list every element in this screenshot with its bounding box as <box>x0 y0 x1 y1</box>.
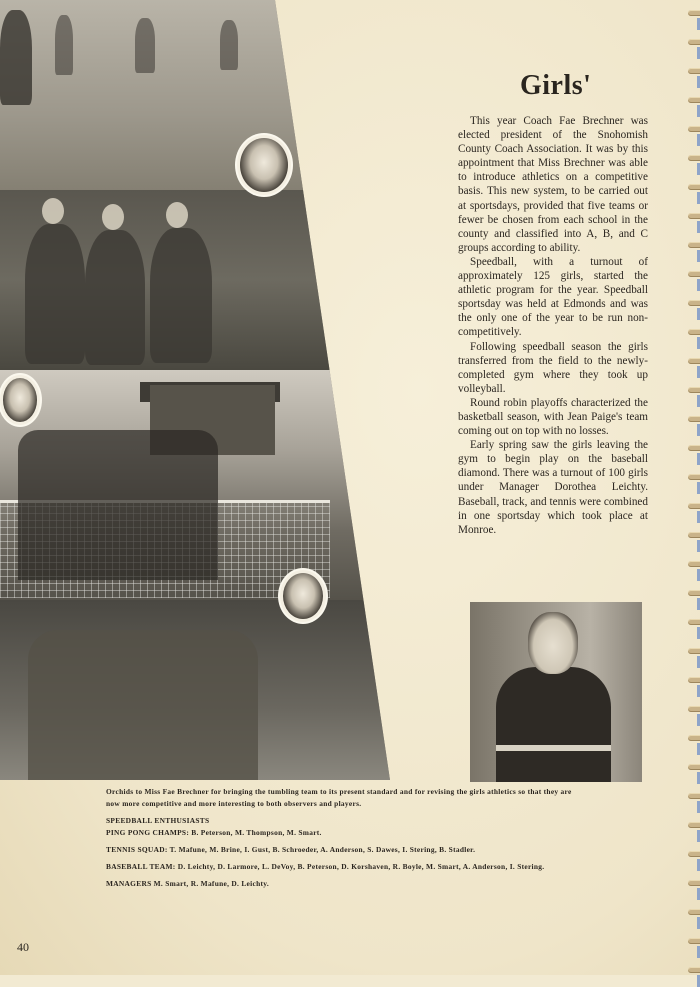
binding-loop <box>688 184 700 190</box>
binding-loop <box>688 851 700 857</box>
binding-loop <box>688 155 700 161</box>
caption-tennis: TENNIS SQUAD: T. Mafune, M. Brine, I. Gust, B. Schroeder, A. Anderson, S. Dawes, I. Stering, B. Stadler. <box>106 845 476 854</box>
article-paragraph: Round robin playoffs characterized the basketball season, with Jean Paige's team coming out on top with no losses. <box>458 396 648 438</box>
inset-portrait-oval <box>237 135 291 195</box>
player-figure <box>25 224 85 364</box>
binding-loop <box>688 532 700 538</box>
binding-loop <box>688 503 700 509</box>
binding-loop <box>688 909 700 915</box>
binding-loop <box>688 938 700 944</box>
player-figure <box>55 15 73 75</box>
article-paragraph: This year Coach Fae Brechner was elected president of the Snohomish County Coach Association. It was by this appointment that Miss Brechner was able to introduce athletics on a competitive basis. This new system, to be carried out at sportsdays, provided that five teams or fewer be chosen from each school in the county and classified into A, B, and C groups according to ability. <box>458 115 648 254</box>
binding-loop <box>688 213 700 219</box>
spiral-binding <box>686 0 700 975</box>
binding-loop <box>688 735 700 741</box>
binding-loop <box>688 387 700 393</box>
binding-loop <box>688 300 700 306</box>
binding-loop <box>688 561 700 567</box>
binding-loop <box>688 764 700 770</box>
player-figure <box>135 18 155 73</box>
binding-loop <box>688 271 700 277</box>
baseball-team-photo <box>0 600 400 780</box>
tennis-players-group <box>18 430 218 580</box>
binding-loop <box>688 445 700 451</box>
binding-loop <box>688 416 700 422</box>
article-title: Girls' <box>520 70 592 101</box>
binding-loop <box>688 68 700 74</box>
binding-loop <box>688 793 700 799</box>
player-figure <box>220 20 238 70</box>
binding-loop <box>688 242 700 248</box>
caption-managers: MANAGERS M. Smart, R. Mafune, D. Leichty. <box>106 879 269 888</box>
binding-loop <box>688 329 700 335</box>
caption-ping-pong: PING PONG CHAMPS: B. Peterson, M. Thompson, M. Smart. <box>106 828 322 837</box>
binding-loop <box>688 474 700 480</box>
caption-baseball: BASEBALL TEAM: D. Leichty, D. Larmore, L. DeVoy, B. Peterson, D. Korshaven, R. Boyle, M. Smart, A. Anderson, I. Stering. <box>106 862 545 871</box>
article-paragraph: Following speedball season the girls transferred from the field to the newly-completed gym where they took up volleyball. <box>458 340 648 395</box>
inset-portrait-oval <box>280 570 326 622</box>
binding-loop <box>688 880 700 886</box>
binding-loop <box>688 10 700 16</box>
photo-caption <box>106 786 576 890</box>
caption-intro: Orchids to Miss Fae Brechner for bringing the tumbling team to its present standard and for revising the girls athletics so that they are now more competitive and more interesting to both observers and players. <box>106 787 572 808</box>
binding-loop <box>688 590 700 596</box>
player-figure <box>0 10 32 105</box>
binding-loop <box>688 967 700 973</box>
article-paragraph: Speedball, with a turnout of approximately 125 girls, started the athletic program for the year. Speedball sportsday was held at Edmonds and was the only one of the year to be run non-competitively. <box>458 255 648 339</box>
page-number: 40 <box>17 940 29 954</box>
binding-loop <box>688 706 700 712</box>
binding-loop <box>688 39 700 45</box>
coach-portrait-photo <box>470 602 642 782</box>
binding-loop <box>688 97 700 103</box>
binding-loop <box>688 677 700 683</box>
article-body <box>458 114 648 537</box>
player-figure <box>150 228 212 363</box>
article-paragraph: Early spring saw the girls leaving the gym to begin play on the baseball diamond. There was a turnout of 100 girls under Manager Dorothea Leichty. Baseball, track, and tennis were combined in one sportsday which took place at Monroe. <box>458 439 648 536</box>
binding-loop <box>688 822 700 828</box>
binding-loop <box>688 648 700 654</box>
player-figure <box>85 230 145 365</box>
binding-loop <box>688 358 700 364</box>
binding-loop <box>688 126 700 132</box>
binding-loop <box>688 619 700 625</box>
caption-speedball: SPEEDBALL ENTHUSIASTS <box>106 816 210 825</box>
inset-portrait-oval <box>0 375 40 425</box>
team-group <box>28 630 258 780</box>
